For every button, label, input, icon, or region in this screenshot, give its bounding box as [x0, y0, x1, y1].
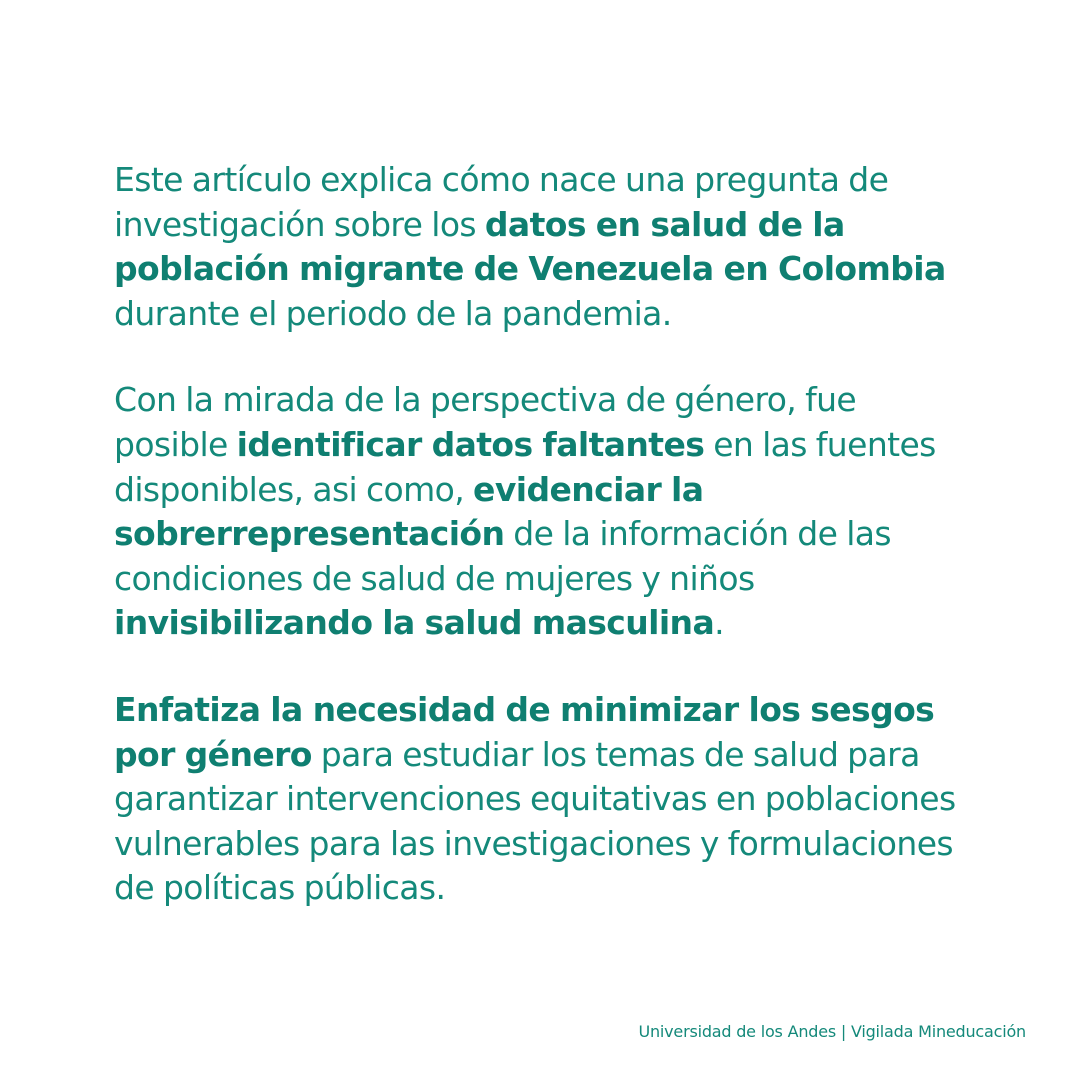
- conclusion-text: para estudiar los temas de salud para garantizar intervenciones equitativas en poblaciones vulnerables para las investigaciones y formulaciones de políticas públicas.: [114, 734, 956, 908]
- gender-text-1: Con la mirada de la perspectiva de género, fue posible: [114, 380, 857, 464]
- paragraph-conclusion: [114, 688, 964, 911]
- intro-text-end: durante el periodo de la pandemia.: [114, 293, 672, 333]
- gender-highlight-3: invisibilizando la salud masculina: [114, 603, 715, 643]
- gender-text-end: .: [714, 603, 725, 643]
- footer-credit: Universidad de los Andes | Vigilada Mineducación: [638, 1022, 1026, 1041]
- conclusion-highlight: Enfatiza la necesidad de minimizar los sesgos por género: [114, 689, 935, 774]
- gender-text-2: en las fuentes disponibles, asi como,: [114, 424, 936, 509]
- paragraph-gender-perspective: [114, 378, 964, 646]
- gender-highlight-1: identificar datos faltantes: [236, 424, 705, 464]
- article-summary: [114, 158, 964, 911]
- intro-text: Este artículo explica cómo nace una pregunta de investigación sobre los: [114, 160, 889, 244]
- gender-highlight-2: evidenciar la sobrerrepresentación: [114, 469, 704, 554]
- gender-text-3: de la información de las condiciones de salud de mujeres y niños: [114, 514, 891, 598]
- intro-highlight: datos en salud de la población migrante de Venezuela en Colombia: [114, 204, 946, 289]
- paragraph-intro: [114, 158, 964, 336]
